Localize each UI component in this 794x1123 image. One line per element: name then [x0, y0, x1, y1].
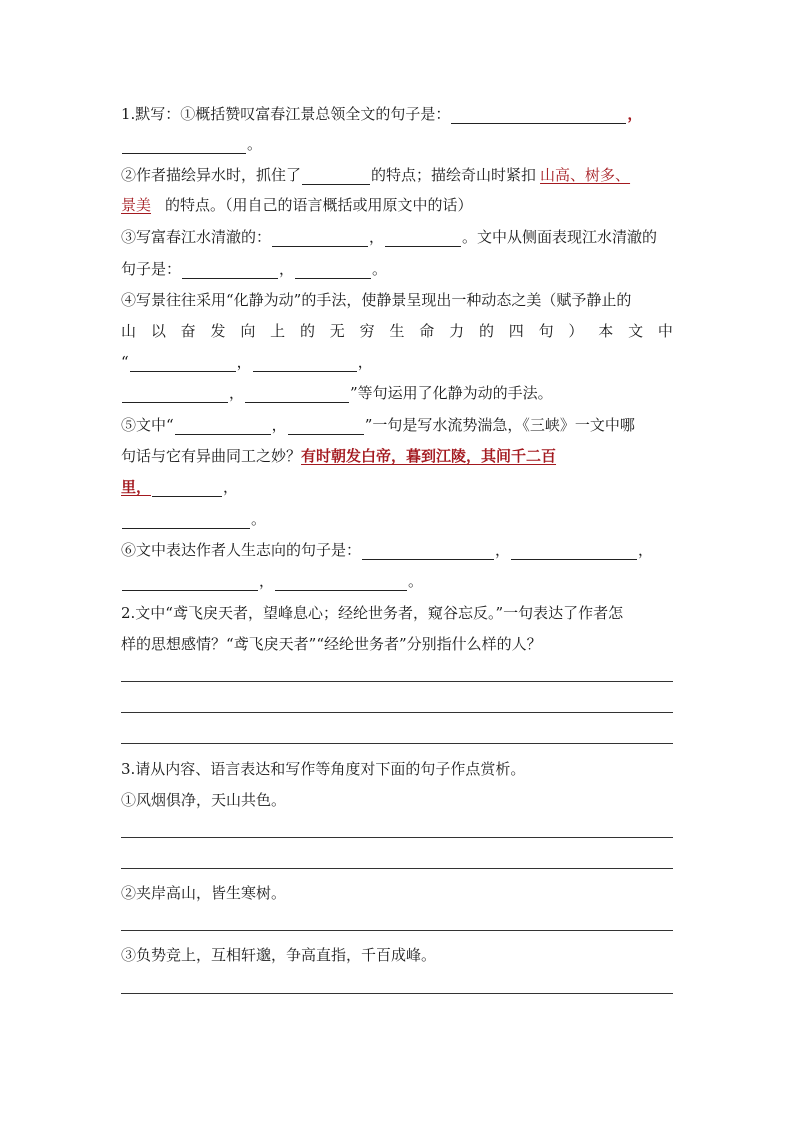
- answer-line[interactable]: [121, 930, 673, 931]
- q1-line1: 1.默写：①概括赞叹富春江景总领全文的句子是： ，: [121, 105, 643, 123]
- answer-blank[interactable]: [302, 168, 370, 185]
- answer-blank[interactable]: [122, 137, 246, 154]
- answer-line[interactable]: [121, 681, 673, 682]
- answer-line[interactable]: [121, 837, 673, 838]
- answer-blank[interactable]: [175, 418, 271, 435]
- q3-sentence-1: ①风烟俱净，天山共色。: [121, 791, 287, 809]
- q2-line1: 2.文中“鸢飞戾天者，望峰息心；经纶世务者，窥谷忘反。”一句表达了作者怎: [121, 604, 624, 622]
- answer-text: 里，: [121, 478, 152, 496]
- answer-blank[interactable]: [122, 512, 250, 529]
- q3-sentence-2: ②夹岸高山，皆生寒树。: [121, 884, 287, 902]
- answer-blank[interactable]: [122, 386, 228, 403]
- answer-blank[interactable]: [152, 480, 222, 497]
- q1-part6-line2: ， 。: [121, 571, 423, 591]
- answer-text: 景美: [121, 196, 152, 214]
- q1-part5-line1: ⑤文中“ ， ”一句是写水流势湍急，《三峡》一文中哪: [121, 416, 635, 434]
- q1-part2-line1: ②作者描绘异水时，抓住了 的特点；描绘奇山时紧扣 山高、树多、: [121, 166, 631, 184]
- answer-blank[interactable]: [288, 418, 364, 435]
- q1-part3-line2: 句子是： ， 。: [121, 260, 388, 278]
- q1-part5-line4: 。: [121, 509, 266, 529]
- answer-blank[interactable]: [385, 230, 461, 247]
- q1-part5-line3: 里， ，: [121, 478, 239, 496]
- q1-part5-line2: 句话与它有异曲同工之妙？有时朝发白帝，暮到江陵，其间千二百: [121, 447, 557, 465]
- q1-part4-line1: ④写景往往采用“化静为动”的手法，使静景呈现出一种动态之美（赋予静止的: [121, 291, 632, 309]
- answer-blank[interactable]: [182, 262, 278, 279]
- answer-blank[interactable]: [511, 543, 637, 560]
- answer-blank[interactable]: [122, 574, 258, 591]
- answer-blank[interactable]: [362, 543, 494, 560]
- q1-part3-line1: ③写富春江水清澈的： ， 。文中从侧面表现江水清澈的: [121, 228, 658, 246]
- q1-part4-line3: “ ， ，: [121, 353, 373, 371]
- answer-text: 有时朝发白帝，暮到江陵，其间千二百: [301, 447, 557, 465]
- q3-line1: 3.请从内容、语言表达和写作等角度对下面的句子作点赏析。: [121, 760, 526, 778]
- q2-line2: 样的思想感情？“鸢飞戾天者”“经纶世务者”分别指什么样的人？: [121, 635, 542, 653]
- q3-sentence-3: ③负势竞上，互相轩邈，争高直指，千百成峰。: [121, 946, 437, 964]
- q1-part4-line2: 山 以 奋 发 向 上 的 无 穷 生 命 力 的 四 句 ） 本 文 中: [121, 322, 673, 340]
- answer-blank[interactable]: [253, 355, 357, 372]
- answer-blank[interactable]: [130, 355, 236, 372]
- answer-blank[interactable]: [295, 262, 371, 279]
- answer-line[interactable]: [121, 868, 673, 869]
- q1-part2-line2: 景美 的特点。（用自己的语言概括或用原文中的话）: [121, 196, 473, 214]
- answer-line[interactable]: [121, 993, 673, 994]
- answer-blank[interactable]: [272, 230, 368, 247]
- answer-blank[interactable]: [245, 386, 349, 403]
- answer-blank[interactable]: [275, 574, 407, 591]
- answer-text: 山高、树多、: [540, 166, 631, 184]
- answer-blank[interactable]: [451, 107, 626, 124]
- q1-part4-line4: ， ”等句运用了化静为动的手法。: [121, 383, 553, 403]
- answer-line[interactable]: [121, 743, 673, 744]
- q1-line2: 。: [121, 134, 262, 154]
- q1-part6-line1: ⑥文中表达作者人生志向的句子是： ， ，: [121, 541, 654, 559]
- answer-line[interactable]: [121, 712, 673, 713]
